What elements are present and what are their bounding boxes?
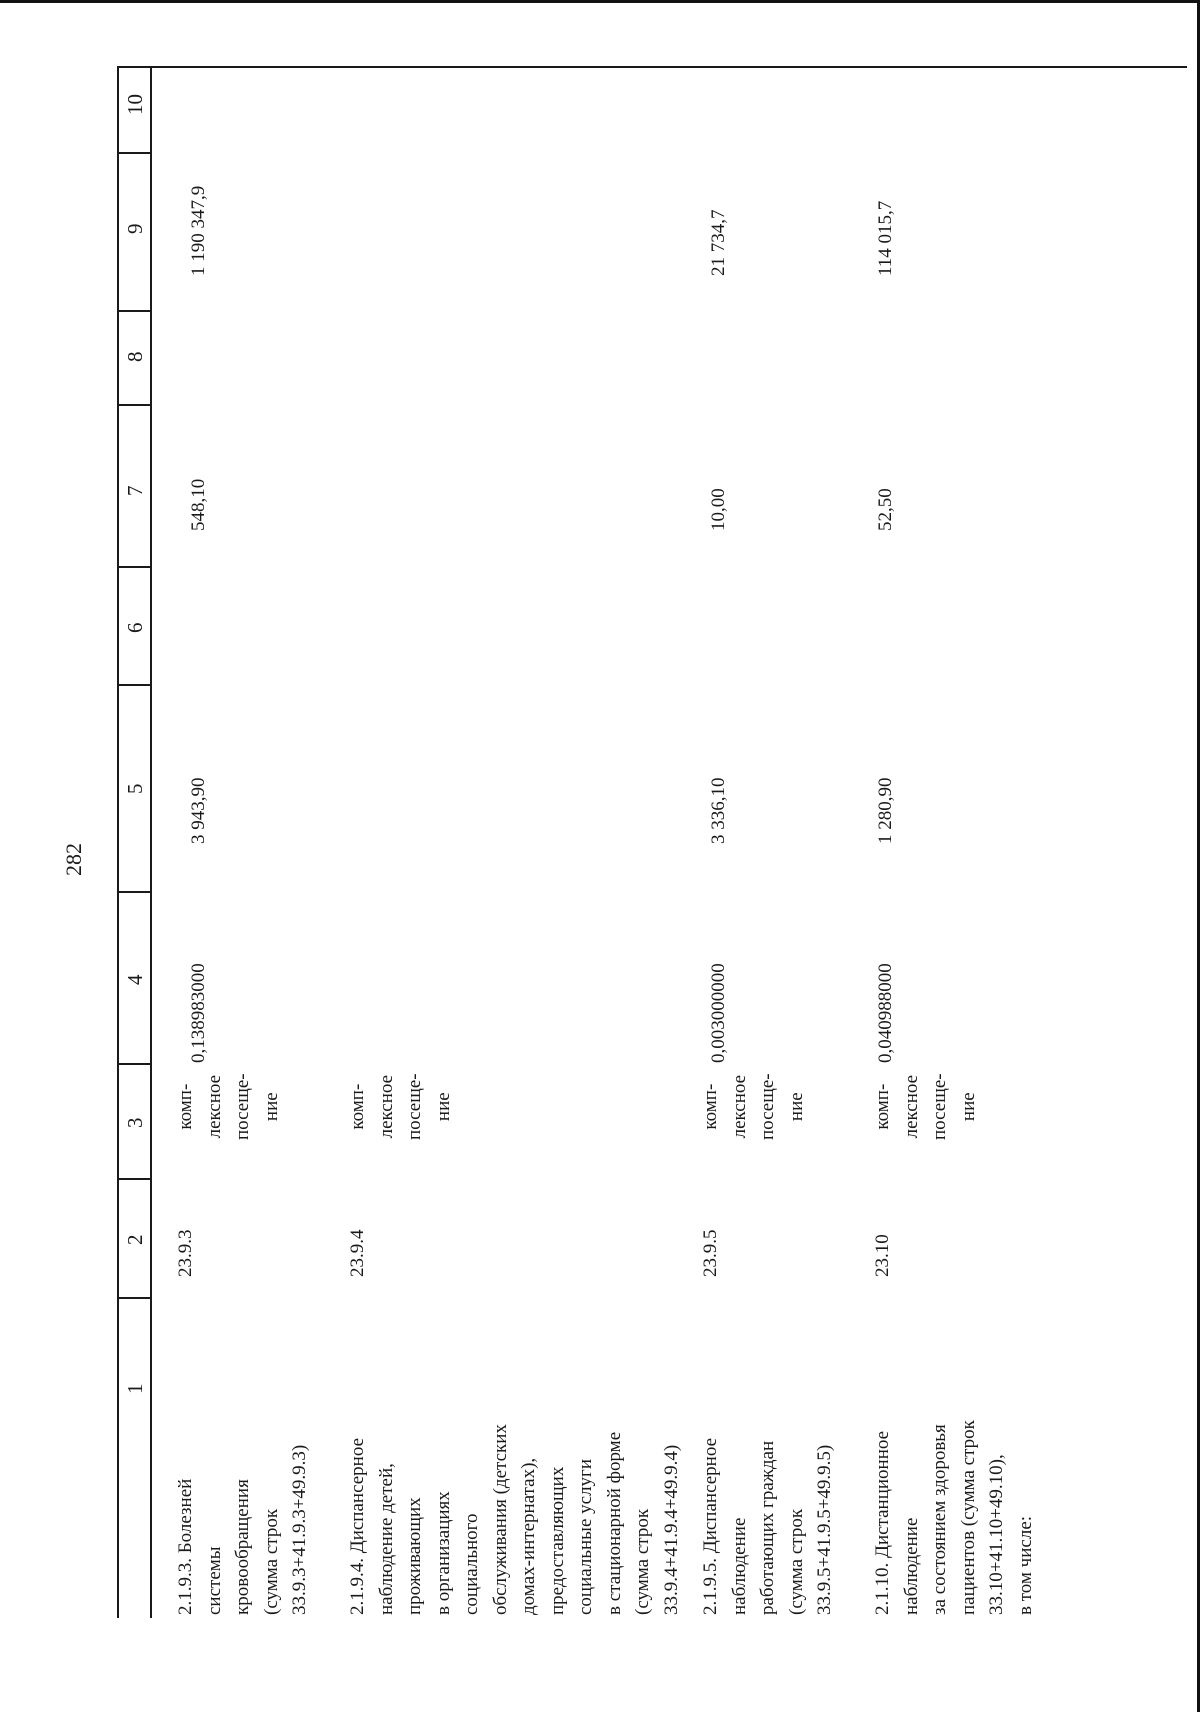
column-header: 3 bbox=[123, 1117, 147, 1128]
row-name-line: проживающих bbox=[404, 1497, 425, 1615]
row-name-line: 33.10+41.10+49.10), bbox=[986, 1454, 1007, 1615]
row-name-line: работающих граждан bbox=[757, 1440, 778, 1615]
row-unit-line: лексное bbox=[375, 1074, 397, 1139]
column-header: 6 bbox=[123, 622, 147, 633]
scan-border-top bbox=[0, 0, 1200, 3]
row-name-line: (сумма строк bbox=[785, 1508, 807, 1615]
header-separator bbox=[117, 891, 152, 893]
header-separator bbox=[117, 1297, 152, 1299]
row-name-line: обслуживания (детских bbox=[489, 1424, 511, 1615]
row-unit-line: ние bbox=[260, 1092, 282, 1122]
row-unit bbox=[344, 1073, 458, 1140]
row-col7-value: 10,00 bbox=[708, 488, 729, 531]
row-name-line: предоставляющих bbox=[546, 1466, 568, 1615]
column-header: 4 bbox=[123, 974, 147, 985]
row-unit-line: комп- bbox=[175, 1083, 196, 1130]
header-separator bbox=[117, 684, 152, 686]
row-unit-line: лексное bbox=[900, 1074, 922, 1139]
row-name-line: 2.1.10. Дистанционное bbox=[872, 1430, 893, 1615]
header-separator bbox=[117, 152, 152, 154]
column-header: 5 bbox=[123, 783, 147, 794]
row-unit-line: комп- bbox=[700, 1083, 721, 1130]
row-col4-value: 0,040988000 bbox=[875, 963, 896, 1063]
column-header: 8 bbox=[123, 351, 147, 362]
row-unit bbox=[172, 1073, 286, 1140]
table-row-name bbox=[172, 1445, 315, 1615]
table-left-edge bbox=[117, 66, 1187, 68]
row-name-line: пациентов (сумма строк bbox=[957, 1420, 979, 1615]
column-header: 1 bbox=[123, 1383, 147, 1394]
header-separator bbox=[117, 566, 152, 568]
row-name-line: 33.9.3+41.9.3+49.9.3) bbox=[289, 1444, 310, 1615]
row-name-line: в стационарной форме bbox=[603, 1431, 625, 1615]
row-name-line: 2.1.9.3. Болезней bbox=[175, 1478, 196, 1615]
header-separator bbox=[117, 404, 152, 406]
row-col5-value: 3 943,90 bbox=[188, 777, 209, 844]
table-row-name bbox=[344, 1424, 686, 1615]
header-separator bbox=[117, 1178, 152, 1180]
row-name-line: наблюдение bbox=[900, 1517, 922, 1615]
row-col4-value: 0,138983000 bbox=[188, 963, 209, 1063]
row-unit-line: ние bbox=[957, 1092, 979, 1122]
row-col4-value: 0,003000000 bbox=[708, 963, 729, 1063]
row-unit-line: комп- bbox=[872, 1083, 893, 1130]
table-row-name bbox=[869, 1420, 1040, 1615]
row-unit-line: ние bbox=[785, 1092, 807, 1122]
row-col5-value: 1 280,90 bbox=[875, 777, 896, 844]
row-unit bbox=[697, 1073, 811, 1140]
row-unit-line: ние bbox=[432, 1092, 454, 1122]
row-name-line: в организациях bbox=[432, 1491, 454, 1615]
row-unit-line: лексное bbox=[203, 1074, 225, 1139]
row-unit-line: комп- bbox=[347, 1083, 368, 1130]
row-name-line: (сумма строк bbox=[632, 1508, 653, 1615]
row-name-line: 33.9.5+41.9.5+49.9.5) bbox=[814, 1444, 835, 1615]
row-code: 23.10 bbox=[872, 1234, 893, 1277]
column-header: 9 bbox=[123, 223, 147, 234]
page-number: 282 bbox=[61, 843, 86, 876]
row-unit-line: посеще- bbox=[757, 1073, 778, 1140]
row-col9-value: 21 734,7 bbox=[708, 209, 729, 276]
row-name-line: домах-интернатах), bbox=[518, 1457, 539, 1615]
column-header: 7 bbox=[123, 485, 147, 496]
row-unit-line: посеще- bbox=[404, 1073, 425, 1140]
row-unit bbox=[869, 1073, 983, 1140]
column-header: 10 bbox=[123, 94, 147, 115]
row-col7-value: 548,10 bbox=[188, 478, 209, 531]
row-name-line: 33.9.4+41.9.4+49.9.4) bbox=[660, 1444, 682, 1615]
row-unit-line: посеще- bbox=[929, 1073, 950, 1140]
row-name-line: наблюдение bbox=[728, 1517, 750, 1615]
row-code: 23.9.3 bbox=[175, 1229, 196, 1277]
row-name-line: наблюдение детей, bbox=[375, 1463, 397, 1615]
row-col5-value: 3 336,10 bbox=[708, 777, 729, 844]
row-unit-line: посеще- bbox=[232, 1073, 253, 1140]
table-row-name bbox=[697, 1438, 840, 1615]
column-header: 2 bbox=[123, 1234, 147, 1245]
header-separator bbox=[117, 310, 152, 312]
table-header-top-rule bbox=[117, 66, 119, 1618]
row-col9-value: 1 190 347,9 bbox=[188, 185, 209, 276]
row-name-line: социального bbox=[461, 1513, 482, 1615]
row-name-line: социальные услуги bbox=[575, 1458, 596, 1615]
row-name-line: кровообращения bbox=[232, 1479, 253, 1615]
row-name-line: в том числе: bbox=[1014, 1515, 1036, 1615]
header-separator bbox=[117, 1063, 152, 1065]
row-unit-line: лексное bbox=[728, 1074, 750, 1139]
row-name-line: 2.1.9.5. Диспансерное bbox=[700, 1437, 721, 1615]
row-name-line: 2.1.9.4. Диспансерное bbox=[347, 1437, 368, 1615]
row-name-line: системы bbox=[203, 1546, 225, 1615]
row-code: 23.9.4 bbox=[347, 1229, 368, 1277]
row-col9-value: 114 015,7 bbox=[875, 200, 896, 276]
row-name-line: за состоянием здоровья bbox=[929, 1424, 950, 1615]
row-name-line: (сумма строк bbox=[260, 1508, 282, 1615]
table-header-bottom-rule bbox=[150, 66, 152, 1618]
row-code: 23.9.5 bbox=[700, 1229, 721, 1277]
row-col7-value: 52,50 bbox=[875, 488, 896, 531]
